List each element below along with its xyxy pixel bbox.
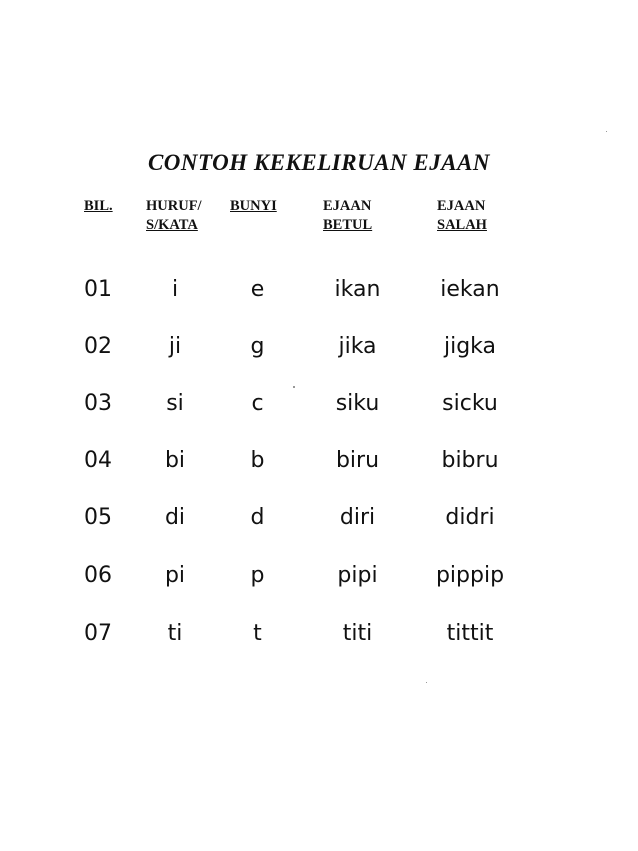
cell-ejaan-salah: pippip xyxy=(435,563,505,588)
cell-huruf: si xyxy=(166,391,184,416)
cell-ejaan-salah: didri xyxy=(445,505,495,530)
table-row xyxy=(0,270,638,310)
cell-ejaan-betul: diri xyxy=(339,505,376,530)
header-betul-line2: BETUL xyxy=(323,217,373,233)
header-huruf xyxy=(146,197,202,235)
cell-huruf: i xyxy=(171,277,179,302)
cell-bunyi: b xyxy=(250,448,265,473)
cell-bunyi: p xyxy=(250,563,265,588)
scan-speck xyxy=(293,386,295,388)
cell-bunyi: d xyxy=(250,505,265,530)
cell-bil: 05 xyxy=(84,505,112,530)
cell-bil: 06 xyxy=(84,563,112,588)
cell-ejaan-betul: siku xyxy=(335,391,380,416)
cell-bil: 04 xyxy=(84,448,112,473)
cell-ejaan-betul: biru xyxy=(335,448,380,473)
table-row xyxy=(0,556,638,596)
header-salah-line2: SALAH xyxy=(437,217,487,233)
cell-bil: 07 xyxy=(84,621,112,646)
header-bil xyxy=(84,197,113,216)
cell-ejaan-salah: bibru xyxy=(441,448,499,473)
cell-ejaan-betul: titi xyxy=(342,621,373,646)
cell-ejaan-salah: sicku xyxy=(442,391,498,416)
cell-huruf: pi xyxy=(164,563,186,588)
cell-bunyi: g xyxy=(250,334,265,359)
cell-bil: 01 xyxy=(84,277,112,302)
cell-ejaan-betul: jika xyxy=(338,334,377,359)
table-row xyxy=(0,498,638,538)
cell-bil: 03 xyxy=(84,391,112,416)
table-row xyxy=(0,384,638,424)
cell-huruf: bi xyxy=(164,448,186,473)
cell-huruf: di xyxy=(164,505,186,530)
table-row xyxy=(0,441,638,481)
header-bil-label: BIL. xyxy=(84,198,113,214)
cell-ejaan-betul: ikan xyxy=(334,277,381,302)
header-huruf-line2: S/KATA xyxy=(146,217,198,233)
table-row xyxy=(0,327,638,367)
cell-ejaan-betul: pipi xyxy=(337,563,378,588)
table-row xyxy=(0,614,638,654)
cell-ejaan-salah: tittit xyxy=(446,621,494,646)
cell-bil: 02 xyxy=(84,334,112,359)
cell-huruf: ji xyxy=(168,334,182,359)
header-huruf-line1: HURUF/ xyxy=(146,198,202,214)
header-salah-line1: EJAAN xyxy=(437,198,486,214)
header-bunyi-label: BUNYI xyxy=(230,198,277,214)
page-title: CONTOH KEKELIRUAN EJAAN xyxy=(147,150,491,175)
cell-huruf: ti xyxy=(167,621,183,646)
header-betul xyxy=(323,197,372,235)
scan-speck xyxy=(606,131,607,132)
cell-ejaan-salah: iekan xyxy=(440,277,500,302)
header-betul-line1: EJAAN xyxy=(323,198,372,214)
cell-bunyi: c xyxy=(251,391,264,416)
header-salah xyxy=(437,197,487,235)
cell-ejaan-salah: jigka xyxy=(443,334,497,359)
cell-bunyi: t xyxy=(253,621,262,646)
header-bunyi xyxy=(230,197,277,216)
cell-bunyi: e xyxy=(250,277,265,302)
scan-speck xyxy=(426,682,427,683)
